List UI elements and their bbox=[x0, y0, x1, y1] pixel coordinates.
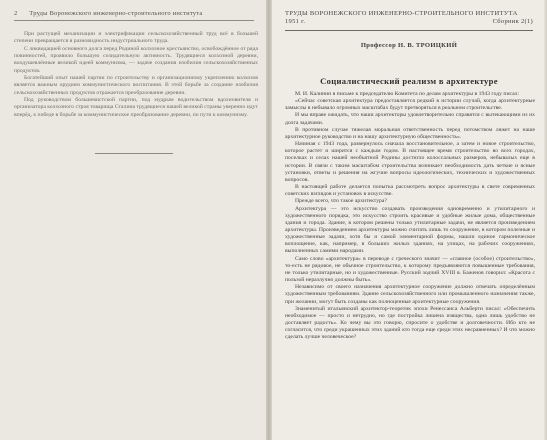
left-paragraph: При растущей механизации и электрификации сельскохозяйственный труд всё в большей степени превращается в разновидность индустриального труда. bbox=[14, 31, 258, 45]
volume-number: Сборник 2(1) bbox=[492, 18, 533, 25]
right-paragraph: Независимо от своего назначения архитектурное сооружение должно отвечать определённым художественным требованиям. Здание сельскохозяйственного или промышленного назначения также, при желании, могут быть созданы как полноценные архитектурные сооружения. bbox=[285, 284, 535, 305]
right-paragraph: Архитектура — это искусство создавать произведения одновременно и утилитарного и художественного порядка, это искусство строить красивые и удобные жилые дома, общественные здания и города. Здание, в котором решены только утилитарные задачи, не является произведением архитектуры. Произведением архитектуры можно считать лишь то сооружение, в котором полезные и художественные задачи, хотя бы и самой элементарной формы, нашли единое гармоническое воплощение, как, например, в больших жилых зданиях, на улицах, на рабочих сооружениях, выполненных самими народами. bbox=[285, 205, 535, 255]
right-paragraph: Начиная с 1943 года, развернулось сначала восстановительное, а затем и новое строительство, которое растет и ширится с каждым годом. В настоящее время строительство во всех городах, поселках и селах нашей необъятной Родины достигло колоссальных размеров, небывалых еще в истории. В связи с таким масштабом строительства возникает необходимость дать четкие и ясные установки, ответы и решения на жгучие вопросы идеологических, технических и художественных вопросов. bbox=[285, 141, 535, 183]
right-running-head bbox=[285, 10, 533, 25]
book-gutter bbox=[266, 0, 272, 440]
right-paragraph: И мы вправе ожидать, что наши архитекторы удовлетворительно справятся с вытекающими из их долга задачами. bbox=[285, 112, 535, 126]
right-paragraph: «Сейчас советская архитектура предоставляется редкий в истории случай, когда архитектурные замыслы в небывало огромных масштабах будут претворяться в реальном строительстве. bbox=[285, 98, 535, 112]
article-author: Профессор Н. В. ТРОИЦКИЙ bbox=[360, 42, 458, 49]
left-body-text bbox=[14, 31, 258, 119]
right-paragraph: В настоящей работе делается попытка рассмотреть вопрос архитектуры в свете современных советских взглядов и установок в искусстве. bbox=[285, 184, 535, 198]
right-paragraph: В противном случае тяжелая моральная ответственность перед потомством ляжет на наше архитектурное руководство и на нашу архитектурную общественность». bbox=[285, 126, 535, 140]
publication-year: 1951 г. bbox=[285, 18, 306, 25]
left-page-number: 2 bbox=[14, 10, 18, 17]
left-paragraph: Под руководством большевистской партии, под мудрым водительством вдохновителя и организатора колхозного строя товарища Сталина трудящиеся нашей великой страны уверенно идут вперёд, к победе в борьбе за коммунистическое преобразование деревни, по пути к коммунизму. bbox=[14, 97, 258, 118]
right-paragraph: М. И. Калинин в письме к председателю Комитета по делам архитектуры в 1943 году писал: bbox=[295, 91, 520, 97]
left-paragraph: Богатейший опыт нашей партии по строительству и организационному укреплению колхозов является важным орудием коммунистического воспитания. В этой борьбе за создание изобилия сельскохозяйственных продуктов отражается преобразование деревни. bbox=[14, 75, 258, 96]
right-running-head-meta bbox=[285, 18, 533, 25]
left-end-rule bbox=[95, 153, 173, 154]
right-header-rule bbox=[285, 30, 533, 31]
right-paragraph: Прежде всего, что такое архитектура? bbox=[295, 198, 387, 205]
left-running-head bbox=[14, 10, 202, 17]
right-body-text bbox=[285, 91, 535, 341]
left-header-rule bbox=[14, 20, 254, 21]
right-paragraph: Знаменитый итальянский архитектор-теоретик эпохи Ренессанса Альберти писал: «Обеспечить необходимое — просто и нетрудно, но где постройка лишена изящества, одна лишь удобство не доставляет радость». Ко чему вы это говорю, спросите о удобстве и долговечности. Ибо кто не согласится, что среди украшенных этих зданий кто тогда еще среди этих несравненных? И что можно сделать лучше человеческое? bbox=[285, 305, 535, 341]
left-running-head-text: Труды Воронежского инженерно-строительного института bbox=[29, 10, 203, 17]
left-paragraph: С ликвидацией основного долга перед Родиной колхозное крестьянство, освобождённое от ряда повинностей, проявило большую созидательную активность. Трудящиеся колхозной деревни, воодушевлённые великой идеей коммунизма, — задаче создания изобилия сельскохозяйственных продуктов. bbox=[14, 45, 258, 74]
right-paragraph: Само слово «архитектура» в переводе с греческого значит — «главное (особое) строительство», то-есть не рядовое, не обычное строительство, к которому предъявляются повышенные требования, не только утилитарные, но и художественные. Русский зодчий XVIII в. Баженов говорил: «Красота с пользой неразлучно должны быть». bbox=[285, 255, 535, 284]
article-title: Социалистический реализм в архитектуре bbox=[320, 76, 498, 86]
right-running-head-title: ТРУДЫ ВОРОНЕЖСКОГО ИНЖЕНЕРНО-СТРОИТЕЛЬНОГО ИНСТИТУТА bbox=[285, 10, 518, 17]
